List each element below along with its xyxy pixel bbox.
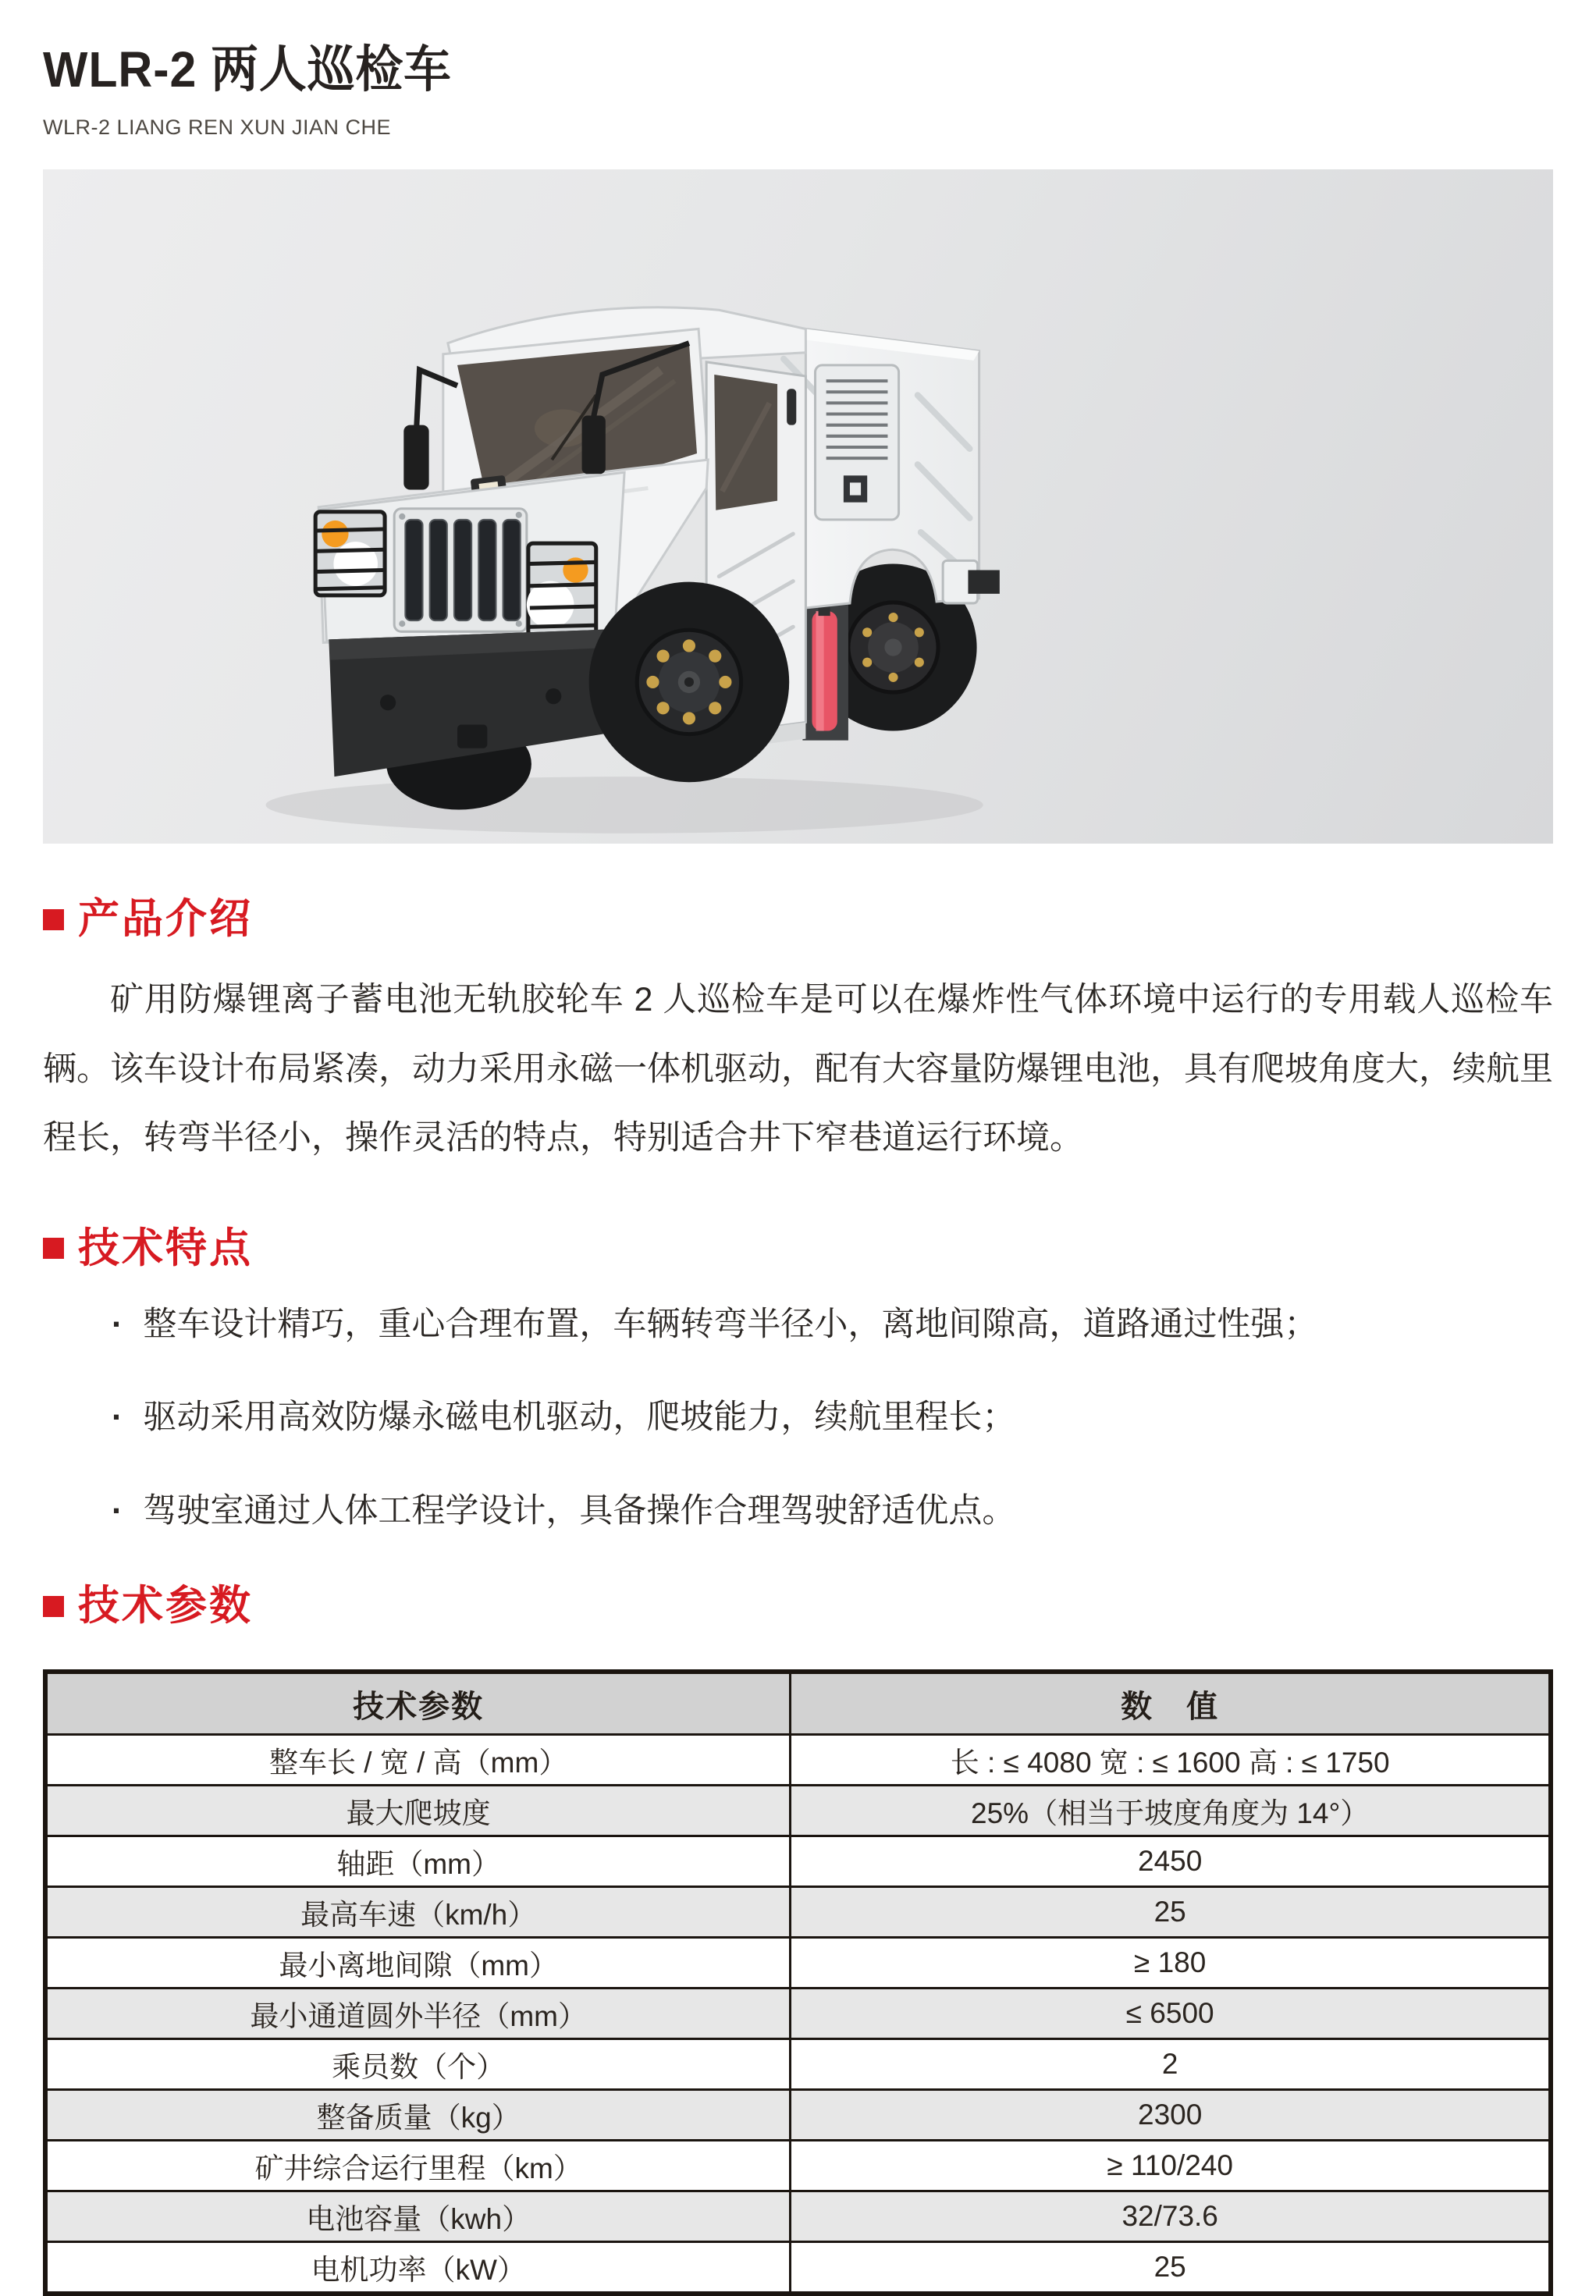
page-title: WLR-2 两人巡检车 (43, 41, 452, 98)
table-row (45, 2039, 1551, 2090)
section-title: 技术特点 (78, 1224, 253, 1271)
feature-item (112, 1399, 1553, 1437)
page-subtitle: WLR-2 LIANG REN XUN JIAN CHE (43, 116, 392, 139)
red-square-bullet-icon (43, 1238, 64, 1259)
feature-list (43, 1306, 1553, 1530)
feature-text: 驾驶室通过人体工程学设计，具备操作合理驾驶舒适优点。 (143, 1491, 1016, 1530)
spec-value-cell: ≤ 6500 (791, 1989, 1551, 2039)
section-heading-intro (43, 886, 1553, 945)
table-row (45, 1938, 1551, 1989)
spec-param-cell: 整备质量（kg） (45, 2090, 791, 2141)
table-row (45, 2242, 1551, 2294)
front-face (315, 472, 624, 641)
red-square-bullet-icon (43, 909, 64, 930)
spec-param-cell: 最大爬坡度 (45, 1786, 791, 1836)
spec-value-cell: ≥ 180 (791, 1938, 1551, 1989)
spec-param-cell: 电池容量（kwh） (45, 2191, 791, 2242)
spec-value-cell: 2300 (791, 2090, 1551, 2141)
feature-item (112, 1306, 1553, 1344)
fire-extinguisher (812, 597, 837, 731)
headlight-right (527, 543, 596, 636)
spec-value-cell: 25%（相当于坡度角度为 14°） (791, 1786, 1551, 1836)
spec-param-cell: 最小离地间隙（mm） (45, 1938, 791, 1989)
spec-value-cell: ≥ 110/240 (791, 2141, 1551, 2191)
spec-param-cell: 轴距（mm） (45, 1836, 791, 1887)
spec-table (43, 1669, 1553, 2296)
spec-param-cell: 电机功率（kW） (45, 2242, 791, 2294)
spec-header-row (45, 1672, 1551, 1735)
table-row (45, 1735, 1551, 1786)
section-heading-features (43, 1215, 1553, 1274)
section-title: 技术参数 (78, 1583, 253, 1630)
table-row (45, 2090, 1551, 2141)
headlight-left (315, 512, 385, 595)
spec-value-cell: 长 : ≤ 4080 宽 : ≤ 1600 高 : ≤ 1750 (791, 1735, 1551, 1786)
spec-header-value: 数 值 (791, 1672, 1551, 1735)
spec-value-cell: 32/73.6 (791, 2191, 1551, 2242)
grille-slots (405, 520, 520, 620)
table-row (45, 1887, 1551, 1938)
table-row (45, 1786, 1551, 1836)
spec-value-cell: 25 (791, 2242, 1551, 2294)
spec-param-cell: 最高车速（km/h） (45, 1887, 791, 1938)
feature-text: 驱动采用高效防爆永磁电机驱动，爬坡能力，续航里程长； (143, 1399, 1016, 1437)
section-heading-specs (43, 1573, 1553, 1632)
middot-bullet-icon: · (112, 1399, 123, 1437)
spec-value-cell: 2450 (791, 1836, 1551, 1887)
table-row (45, 1989, 1551, 2039)
spec-param-cell: 矿井综合运行里程（km） (45, 2141, 791, 2191)
middot-bullet-icon: · (112, 1305, 123, 1343)
red-square-bullet-icon (43, 1596, 64, 1617)
spec-value-cell: 2 (791, 2039, 1551, 2090)
feature-text: 整车设计精巧，重心合理布置，车辆转弯半径小，离地间隙高，道路通过性强； (143, 1305, 1318, 1343)
spec-param-cell: 乘员数（个） (45, 2039, 791, 2090)
spec-param-cell: 最小通道圆外半径（mm） (45, 1989, 791, 2039)
section-title: 产品介绍 (78, 896, 253, 942)
intro-paragraph: 矿用防爆锂离子蓄电池无轨胶轮车 2 人巡检车是可以在爆炸性气体环境中运行的专用载人巡检车辆。该车设计布局紧凑，动力采用永磁一体机驱动，配有大容量防爆锂电池，具有爬坡角度大，续航里程长，转弯半径小，操作灵活的特点，特别适合井下窄巷道运行环境。 (43, 981, 1553, 1157)
ground-shadow (266, 777, 983, 833)
spec-value-cell: 25 (791, 1887, 1551, 1938)
spec-header-param: 技术参数 (45, 1672, 791, 1735)
table-row (45, 1836, 1551, 1887)
spec-param-cell: 整车长 / 宽 / 高（mm） (45, 1735, 791, 1786)
middot-bullet-icon: · (112, 1491, 123, 1530)
table-row (45, 2141, 1551, 2191)
feature-item (112, 1492, 1553, 1530)
table-row (45, 2191, 1551, 2242)
hero-panel (43, 169, 1553, 844)
front-wheel (589, 582, 790, 783)
vehicle-render-image (222, 293, 1011, 844)
